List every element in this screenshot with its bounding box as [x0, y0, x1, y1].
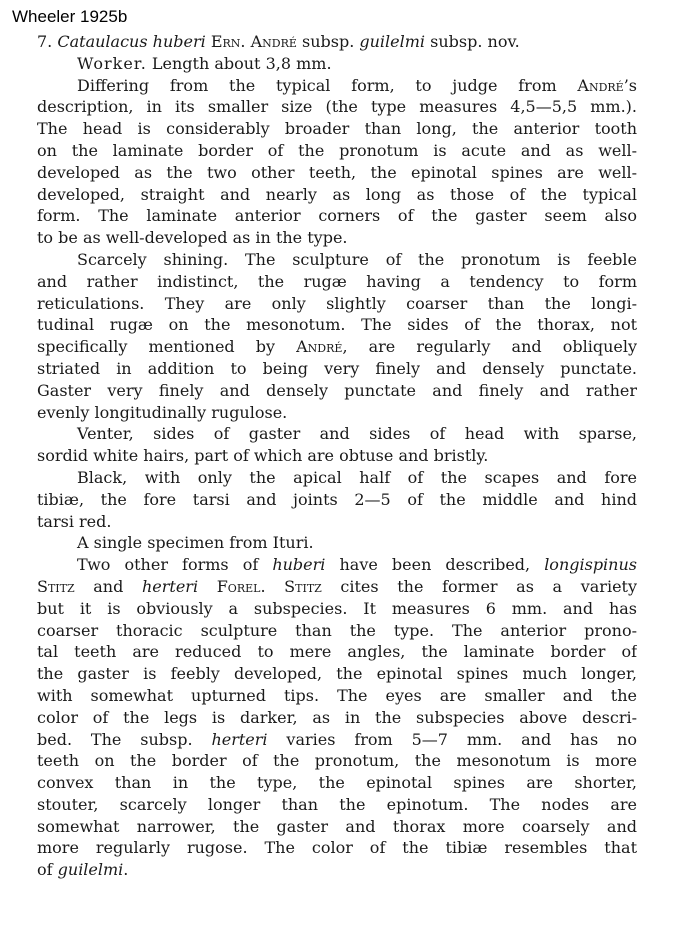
text-line: [37, 293, 637, 315]
species-author: Ern. André: [210, 32, 297, 51]
text-span: the gaster is feebly developed, the epinotal spines much longer,: [37, 664, 637, 684]
text-line: [37, 859, 637, 881]
text-span: with somewhat upturned tips. The eyes are smaller and the: [37, 685, 637, 705]
text-span: Scarcely shining. The sculpture of the pronotum is feeble: [77, 249, 637, 269]
text-line: [37, 53, 637, 75]
text-span: description, in its smaller size (the type measures 4,5—5,5 mm.).: [37, 97, 637, 117]
text-span: have been described,: [325, 555, 545, 575]
text-span: stouter, scarcely longer than the epinotum. The nodes are: [37, 794, 637, 814]
text-span: to be as well-developed as in the type.: [37, 228, 348, 248]
text-line: [37, 75, 637, 97]
text-span: cites the former as a variety: [321, 576, 637, 596]
text-span: Black, with only the apical half of the scapes and fore: [77, 467, 637, 487]
text-span: Gaster very finely and densely punctate and finely and rather: [37, 380, 637, 400]
text-span: [198, 577, 217, 596]
text-span: coarser thoracic sculpture than the type. The anterior prono-: [37, 620, 637, 640]
text-span: convex than in the type, the epinotal spines are shorter,: [37, 773, 637, 793]
text-line: [37, 576, 637, 598]
text-line: [37, 794, 637, 816]
text-line: [37, 358, 637, 380]
nov-marker: subsp. nov.: [430, 32, 520, 51]
text-span: reticulations. They are only slightly coarser than the longi-: [37, 293, 637, 313]
text-span: tudinal rugæ on the mesonotum. The sides of the thorax, not: [37, 315, 637, 335]
text-span: tarsi red.: [37, 511, 112, 531]
text-line: [37, 314, 637, 336]
text-line: [37, 598, 637, 620]
text-line: [37, 118, 637, 140]
entry-number: 7.: [37, 32, 53, 51]
text-span: of: [37, 860, 58, 880]
text-span: longispinus: [544, 555, 637, 575]
text-line: [37, 184, 637, 206]
text-span: more regularly rugose. The color of the tibiæ resembles that: [37, 838, 637, 858]
text-line: [37, 423, 637, 445]
text-span: sordid white hairs, part of which are obtuse and bristly.: [37, 446, 489, 466]
text-span: specifically mentioned by: [37, 337, 297, 357]
subspecies-name: guilelmi: [359, 32, 426, 51]
text-span: André: [296, 337, 343, 357]
text-span: Stitz: [284, 576, 322, 596]
text-span: Length about 3,8 mm.: [146, 53, 332, 73]
text-line: [37, 402, 637, 424]
text-line: [37, 467, 637, 489]
body-text: [37, 53, 637, 881]
source-tag: Wheeler 1925b: [12, 7, 128, 26]
text-line: [37, 816, 637, 838]
species-name: Cataulacus huberi: [57, 32, 206, 51]
text-line: [37, 489, 637, 511]
text-span: varies from 5—7 mm. and has no: [267, 729, 637, 749]
text-span: herteri: [141, 576, 199, 596]
text-span: ’s: [623, 75, 637, 95]
text-span: Forel: [216, 576, 261, 596]
text-span: developed, straight and nearly as long as those of the typical: [37, 184, 637, 204]
text-span: on the laminate border of the pronotum is acute and as well-: [37, 140, 637, 160]
text-line: [37, 837, 637, 859]
text-line: [37, 380, 637, 402]
text-span: , are regularly and obliquely: [342, 337, 637, 357]
text-span: Differing from the typical form, to judge from: [77, 75, 578, 95]
text-line: [37, 554, 637, 576]
text-span: The head is considerably broader than long, the anterior tooth: [37, 119, 637, 139]
text-line: [37, 663, 637, 685]
text-line: [37, 271, 637, 293]
text-span: somewhat narrower, the gaster and thorax more coarsely and: [37, 816, 637, 836]
text-line: [37, 205, 637, 227]
subsp-word: subsp.: [301, 32, 355, 51]
text-line: [37, 772, 637, 794]
text-line: [37, 750, 637, 772]
text-span: Worker.: [77, 53, 147, 73]
text-span: striated in addition to being very finely and densely punctate.: [37, 358, 637, 378]
text-line: [37, 336, 637, 358]
text-span: but it is obviously a subspecies. It measures 6 mm. and has: [37, 598, 637, 618]
text-span: .: [123, 860, 129, 880]
text-line: [37, 641, 637, 663]
text-span: color of the legs is darker, as in the subspecies above descri-: [37, 707, 637, 727]
species-heading: [37, 31, 637, 53]
text-line: [37, 249, 637, 271]
text-span: Venter, sides of gaster and sides of head with sparse,: [77, 424, 637, 444]
text-span: form. The laminate anterior corners of the gaster seem also: [37, 206, 637, 226]
text-span: herteri: [211, 729, 268, 749]
text-line: [37, 445, 637, 467]
text-span: tal teeth are reduced to mere angles, the laminate border of: [37, 642, 637, 662]
text-line: [37, 511, 637, 533]
text-span: Stitz: [37, 576, 75, 596]
text-line: [37, 140, 637, 162]
text-line: [37, 162, 637, 184]
text-span: Two other forms of: [77, 555, 273, 575]
document-page: [37, 31, 637, 881]
text-line: [37, 96, 637, 118]
text-span: huberi: [272, 555, 326, 575]
text-span: guilelmi: [57, 860, 124, 880]
text-span: bed. The subsp.: [37, 729, 212, 749]
text-span: evenly longitudinally rugulose.: [37, 402, 288, 422]
text-line: [37, 227, 637, 249]
text-line: [37, 620, 637, 642]
text-span: and: [74, 576, 142, 596]
text-span: teeth on the border of the pronotum, the mesonotum is more: [37, 751, 637, 771]
text-line: [37, 707, 637, 729]
text-line: [37, 685, 637, 707]
text-span: .: [260, 576, 285, 596]
text-span: developed as the two other teeth, the epinotal spines are well-: [37, 162, 637, 182]
text-span: André: [577, 75, 624, 95]
text-line: [37, 532, 637, 554]
text-span: and rather indistinct, the rugæ having a tendency to form: [37, 271, 637, 291]
text-span: A single specimen from Ituri.: [77, 533, 314, 553]
text-span: tibiæ, the fore tarsi and joints 2—5 of the middle and hind: [37, 489, 637, 509]
text-line: [37, 729, 637, 751]
